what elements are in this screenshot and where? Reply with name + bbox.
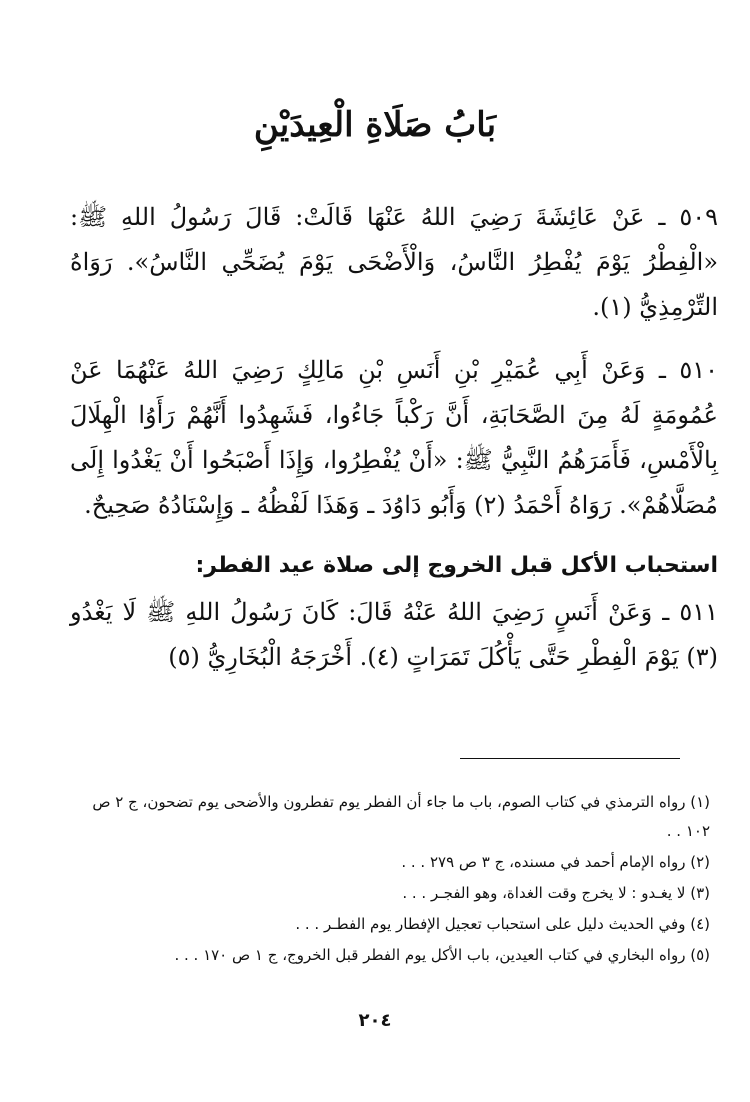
- footnotes-list: [82, 788, 710, 972]
- footnote-3: (٣) لا يغـدو : لا يخرج وقت الغداة، وهو الفجـر . . .: [402, 884, 710, 902]
- hadith-509: ٥٠٩ ـ عَنْ عَائِشَةَ رَضِيَ اللهُ عَنْهَا قَالَتْ: قَالَ رَسُولُ اللهِ ﷺ: «الْفِطْرُ يَوْمَ يُفْطِرُ النَّاسُ، وَالْأَضْحَى يَوْمَ يُضَحِّي النَّاسُ». رَوَاهُ التِّرْمِذِيُّ (١).: [70, 203, 718, 321]
- section-heading: استحباب الأكل قبل الخروج إلى صلاة عيد الفطر:: [195, 553, 718, 578]
- footnote-2: (٢) رواه الإمام أحمد في مسنده، ج ٣ ص ٢٧٩ . . .: [401, 853, 710, 871]
- hadith-511: ٥١١ ـ وَعَنْ أَنَسٍ رَضِيَ اللهُ عَنْهُ قَالَ: كَانَ رَسُولُ اللهِ ﷺ لَا يَغْدُو (٣) يَوْمَ الْفِطْرِ حَتَّى يَأْكُلَ تَمَرَاتٍ (٤). أَخْرَجَهُ الْبُخَارِيُّ (٥): [70, 598, 718, 671]
- footnote-5: (٥) رواه البخاري في كتاب العيدين، باب الأكل يوم الفطر قبل الخروج، ج ١ ص ١٧٠ . . .: [174, 946, 710, 964]
- footnote-divider: [460, 758, 680, 759]
- footnote-1: (١) رواه الترمذي في كتاب الصوم، باب ما جاء أن الفطر يوم تفطرون والأضحى يوم تضحون، ج ٢ ص ١٠٢ . .: [92, 793, 710, 840]
- chapter-title: بَابُ صَلَاةِ الْعِيدَيْنِ: [253, 105, 497, 145]
- page-number: ٢٠٤: [358, 1010, 392, 1031]
- main-text: [70, 195, 718, 698]
- footnote-4: (٤) وفي الحديث دليل على استحباب تعجيل الإفطار يوم الفطـر . . .: [295, 915, 710, 933]
- hadith-510: ٥١٠ ـ وَعَنْ أَبِي عُمَيْرِ بْنِ أَنَسِ بْنِ مَالِكٍ رَضِيَ اللهُ عَنْهُمَا عَنْ عُمُومَةٍ لَهُ مِنَ الصَّحَابَةِ، أَنَّ رَكْباً جَاءُوا، فَشَهِدُوا أَنَّهُمْ رَأَوُا الْهِلَالَ بِالْأَمْسِ، فَأَمَرَهُمُ النَّبِيُّ ﷺ: «أَنْ يُفْطِرُوا، وَإِذَا أَصْبَحُوا أَنْ يَغْدُوا إِلَى مُصَلَّاهُمْ». رَوَاهُ أَحْمَدُ (٢) وَأَبُو دَاوُدَ ـ وَهَذَا لَفْظُهُ ـ وَإِسْنَادُهُ صَحِيحٌ.: [70, 356, 718, 519]
